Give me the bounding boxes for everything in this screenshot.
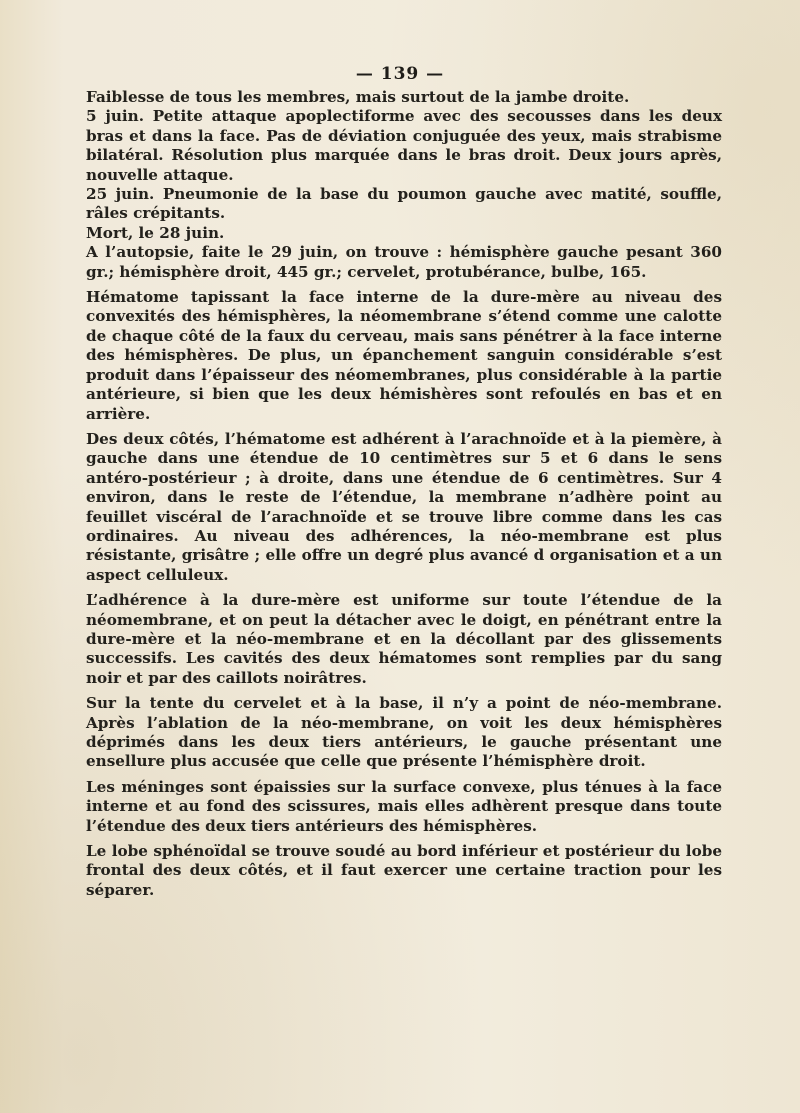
paragraph-5: A l’autopsie, faite le 29 juin, on trouve : hémisphère gauche pesant 360 gr.; hémisphère droit, 445 gr.; cervelet, protubérance, bulbe, 165. [86, 243, 722, 281]
paragraph-6: Hématome tapissant la face interne de la dure-mère au niveau des convexités des hémisphères, la néomembrane s’étend comme une calotte de chaque côté de la faux du cerveau, mais sans pénétrer à la face interne des hémisphères. De plus, un épanchement sanguin considérable s’est produit dans l’épaisseur des néomembranes, plus considérable à la partie antérieure, si bien que les deux hémishères sont refoulés en bas et en arrière. [86, 288, 722, 423]
paragraph-7: Des deux côtés, l’hématome est adhérent à l’arachnoïde et à la piemère, à gauche dans une étendue de 10 centimètres sur 5 et 6 dans le sens antéro-postérieur ; à droite, dans une étendue de 6 centimètres. Sur 4 environ, dans le reste de l’étendue, la membrane n’adhère point au feuillet viscéral de l’arachnoïde et se trouve libre comme dans les cas ordinaires. Au niveau des adhérences, la néo-membrane est plus résistante, grisâtre ; elle offre un degré plus avancé d organisation et a un aspect celluleux. [86, 429, 722, 584]
paragraph-3: 25 juin. Pneumonie de la base du poumon gauche avec matité, souffle, râles crépitants. [86, 185, 722, 223]
paragraph-1: Faiblesse de tous les membres, mais surtout de la jambe droite. [86, 88, 630, 106]
paragraph-4: Mort, le 28 juin. [86, 223, 225, 242]
body-text [86, 88, 722, 900]
page-number: — 139 — [355, 64, 445, 84]
paragraph-8: L’adhérence à la dure-mère est uniforme sur toute l’étendue de la néomembrane, et on peut la détacher avec le doigt, en pénétrant entre la dure-mère et la néo-membrane et en la décollant par des glissements successifs. Les cavités des deux hématomes sont remplies par du sang noir et par des caillots noirâtres. [86, 591, 722, 687]
paragraph-9: Sur la tente du cervelet et à la base, il n’y a point de néo-membrane. Après l’ablation de la néo-membrane, on voit les deux hémisphères déprimés dans les deux tiers antérieurs, le gauche présentant une ensellure plus accusée que celle que présente l’hémisphère droit. [86, 694, 722, 771]
paragraph-2: 5 juin. Petite attaque apoplectiforme avec des secousses dans les deux bras et dans la face. Pas de déviation conjuguée des yeux, mais strabisme bilatéral. Résolution plus marquée dans le bras droit. Deux jours après, nouvelle attaque. [86, 107, 722, 184]
paragraph-11: Le lobe sphénoïdal se trouve soudé au bord inférieur et postérieur du lobe frontal des deux côtés, et il faut exercer une certaine traction pour les séparer. [86, 842, 722, 899]
paragraph-10: Les méninges sont épaissies sur la surface convexe, plus ténues à la face interne et au fond des scissures, mais elles adhèrent presque dans toute l’étendue des deux tiers antérieurs des hémisphères. [86, 777, 722, 835]
